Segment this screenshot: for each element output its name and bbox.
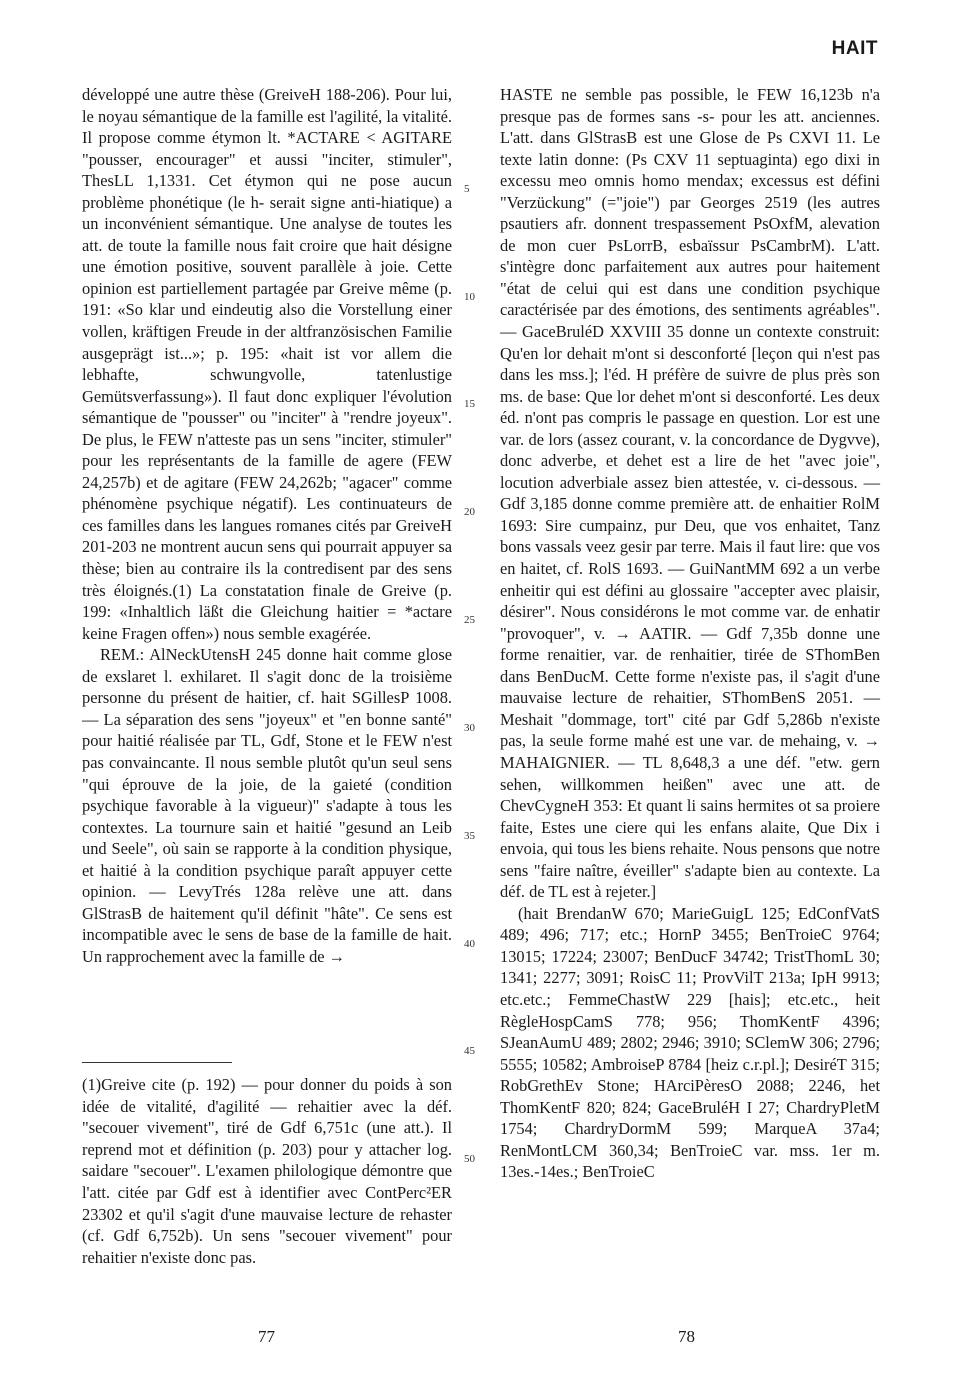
line-number: 30 (464, 722, 475, 734)
left-paragraph-1: développé une autre thèse (GreiveH 188-206). Pour lui, le noyau sémantique de la famille est l'agilité, la vitalité. Il propose comme étymon lt. *ACTARE < AGITARE "pousser, encourager" et aussi "inciter, stimuler", ThesLL 1,1331. Cet étymon qui ne pose aucun problème phonétique (le h- serait signe anti-hiatique) a un inconvénient sémantique. Une analyse de toutes les att. de toute la famille nous fait croire que hait désigne une émotion positive, souvent parallèle à joie. Cette opinion est partiellement partagée par Greive même (p. 191: «So klar und eindeutig also die Vorstellung einer vollen, kräftigen Freude in der altfranzösischen Familie ausgeprägt ist...»; p. 195: «hait ist vor allem die lebhafte, schwungvolle, tatenlustige Gemütsverfassung»). Il faut donc expliquer l'évolution sémantique de "pousser" ou "inciter" à "rendre joyeux". De plus, le FEW n'atteste pas un sens "inciter, stimuler" pour les représentants de la famille de agere (FEW 24,257b) et de agitare (FEW 24,262b; "agacer" comme phénomène psychique négatif). Les continuateurs de ces familles dans les langues romanes cités par GreiveH 201-203 ne montrent aucun sens qui pourrait appuyer sa thèse; bien au contraire ils la contredisent par des sens très éloignés.(1) La constatation finale de Greive (p. 199: «Inhaltlich läßt die Gleichung haitier = *actare keine Fragen offen») nous semble exagérée. (82, 85, 452, 643)
right-paragraph-1: HASTE ne semble pas possible, le FEW 16,123b n'a presque pas de formes sans -s- pour les att. anciennes. L'att. dans GlStrasB est une Glose de Ps CXVI 11. Le texte latin donne: (Ps CXV 11 septuaginta) ego dixi in excessu meo omnis homo mendax; excessus est défini "Verzückung" (="joie") par Georges 2519 (les autres psautiers afr. donnent trespassement PsOxfM, alevation de mon cuer PsLorrB, esbaïssur PsCambrM). L'att. s'intègre donc parfaitement aux autres pour haitement "état de celui qui est dans une condition psychique caractérisée par des émotions, des sentiments agréables". — GaceBruléD XXVIII 35 donne un contexte construit: Qu'en lor dehait m'ont si desconforté [leçon qui n'est pas dans les mss.]; l'éd. H préfère de suivre de plus près son ms. de base: Que lor dehet m'ont si desconforté. Les deux éd. n'ont pas compris le passage en question. Lor est une var. de lors (assez courant, v. la concordance de Dygvve), donc adverbe, et dehet est a lire de het "avec joie", locution adverbiale assez bien attestée, v. ci-dessous. — Gdf 3,185 donne comme première att. de enhaitier RolM 1693: Sire cumpainz, pur Deu, que vos enhaitet, Tanz bons vassals veez gesir par terre. Mais il faut lire: que vos en haitet, cf. RolS 1693. — GuiNantMM 692 a un verbe enheitir qui est défini au glossaire "accepter avec plaisir, désirer". Nous considérons le mot comme var. de enhatir "provoquer", v. → AATIR. — Gdf 7,35b donne une forme renaitier, var. de renhaitier, tirée de SThomBen dans BenDucM. Cette forme n'existe pas, il s'agit d'une mauvaise lecture de rehaitier, SThomBenS 2051. — Meshait "dommage, tort" cité par Gdf 5,286b n'existe pas, la seule forme mahé est une var. de mehaing, v. → MAHAIGNIER. — TL 8,648,3 a une déf. "etw. gern sehen, willkommen heißen" avec une att. de ChevCygneH 353: Et quant li sains hermites ot sa proiere faite, Estes une ciere qui les enfans alaite, Que Dix i envoia, qui tous les biens rehaite. Nous pensons que notre sens "faire naître, éveiller" s'adapte bien au contexte. La déf. de TL est à rejeter.] (500, 85, 880, 902)
footnote: (1)Greive cite (p. 192) — pour donner du poids à son idée de vitalité, d'agilité — rehaitier avec la déf. "secouer vivement", tiré de Gdf 6,751c (une att.). Il reprend mot et définition (p. 203) pour y attacher log. saidare "secouer". L'examen philologique démontre que l'att. citée par Gdf est à identifier avec ContPerc²ER 23302 et qu'il s'agit d'une mauvaise lecture de rehaster (cf. Gdf 6,752b). Un sens "secouer vivement" pour rehaitier n'existe donc pas. (82, 1075, 452, 1267)
line-number: 40 (464, 938, 475, 950)
line-number: 25 (464, 614, 475, 626)
right-paragraph-attestations: (hait BrendanW 670; MarieGuigL 125; EdConfVatS 489; 496; 717; etc.; HornP 3455; BenTroieC 9764; 13015; 17224; 23007; BenDucF 34742; TristThomL 30; 1341; 2277; 3091; RoisC 11; ProvVilT 213a; IpH 9913; etc.etc.; FemmeChastW 229 [hais]; etc.etc., heit RègleHospCamS 778; 956; ThomKentF 4396; SJeanAumU 489; 2802; 2946; 3910; SClemW 306; 2796; 5555; 10582; AmbroiseP 8784 [heiz c.r.pl.]; DesiréT 315; RobGrethEv Stone; HArciPèresO 2088; 2246, het ThomKentF 820; 824; GaceBruléH I 27; ChardryPletM 1754; ChardryDormM 599; MarqueA 37a4; RenMontLCM 360,34; BenTroieC var. mss. 1er m. 13es.-14es.; BenTroieC (500, 903, 880, 1182)
line-number: 45 (464, 1045, 475, 1057)
left-paragraph-rem: REM.: AlNeckUtensH 245 donne hait comme glose de exslaret l. exhilaret. Il s'agit donc de la troisième personne du présent de haitier, cf. hait SGillesP 1008. — La séparation des sens "joyeux" et "en bonne santé" pour haitié réalisée par TL, Gdf, Stone et le FEW n'est pas convaincante. Il nous semble plutôt qu'un seul sens "qui éprouve de la joie, de la gaieté (condition psychique favorable à la vigueur)" s'adapte à tous les contextes. La tournure sain et haitié "gesund an Leib und Seele", où sain se rapporte à la condition physique, et haitié à la condition psychique paraît appuyer cette opinion. — LevyTrés 128a relève une att. dans GlStrasB de haitement qu'il définit "hâte". Ce sens est incompatible avec le sens de base de la famille de hait. Un rapprochement avec la famille de → (82, 645, 452, 966)
line-number: 35 (464, 830, 475, 842)
footnote-divider (82, 1062, 232, 1063)
right-column (500, 84, 880, 1183)
line-number: 10 (464, 291, 475, 303)
line-number: 15 (464, 398, 475, 410)
page-number-left: 77 (258, 1327, 275, 1346)
running-title: HAIT (831, 38, 878, 59)
line-number: 50 (464, 1153, 475, 1165)
line-number: 20 (464, 506, 475, 518)
line-number: 5 (464, 183, 470, 195)
page-number-right: 78 (678, 1327, 695, 1346)
left-column (82, 84, 452, 967)
